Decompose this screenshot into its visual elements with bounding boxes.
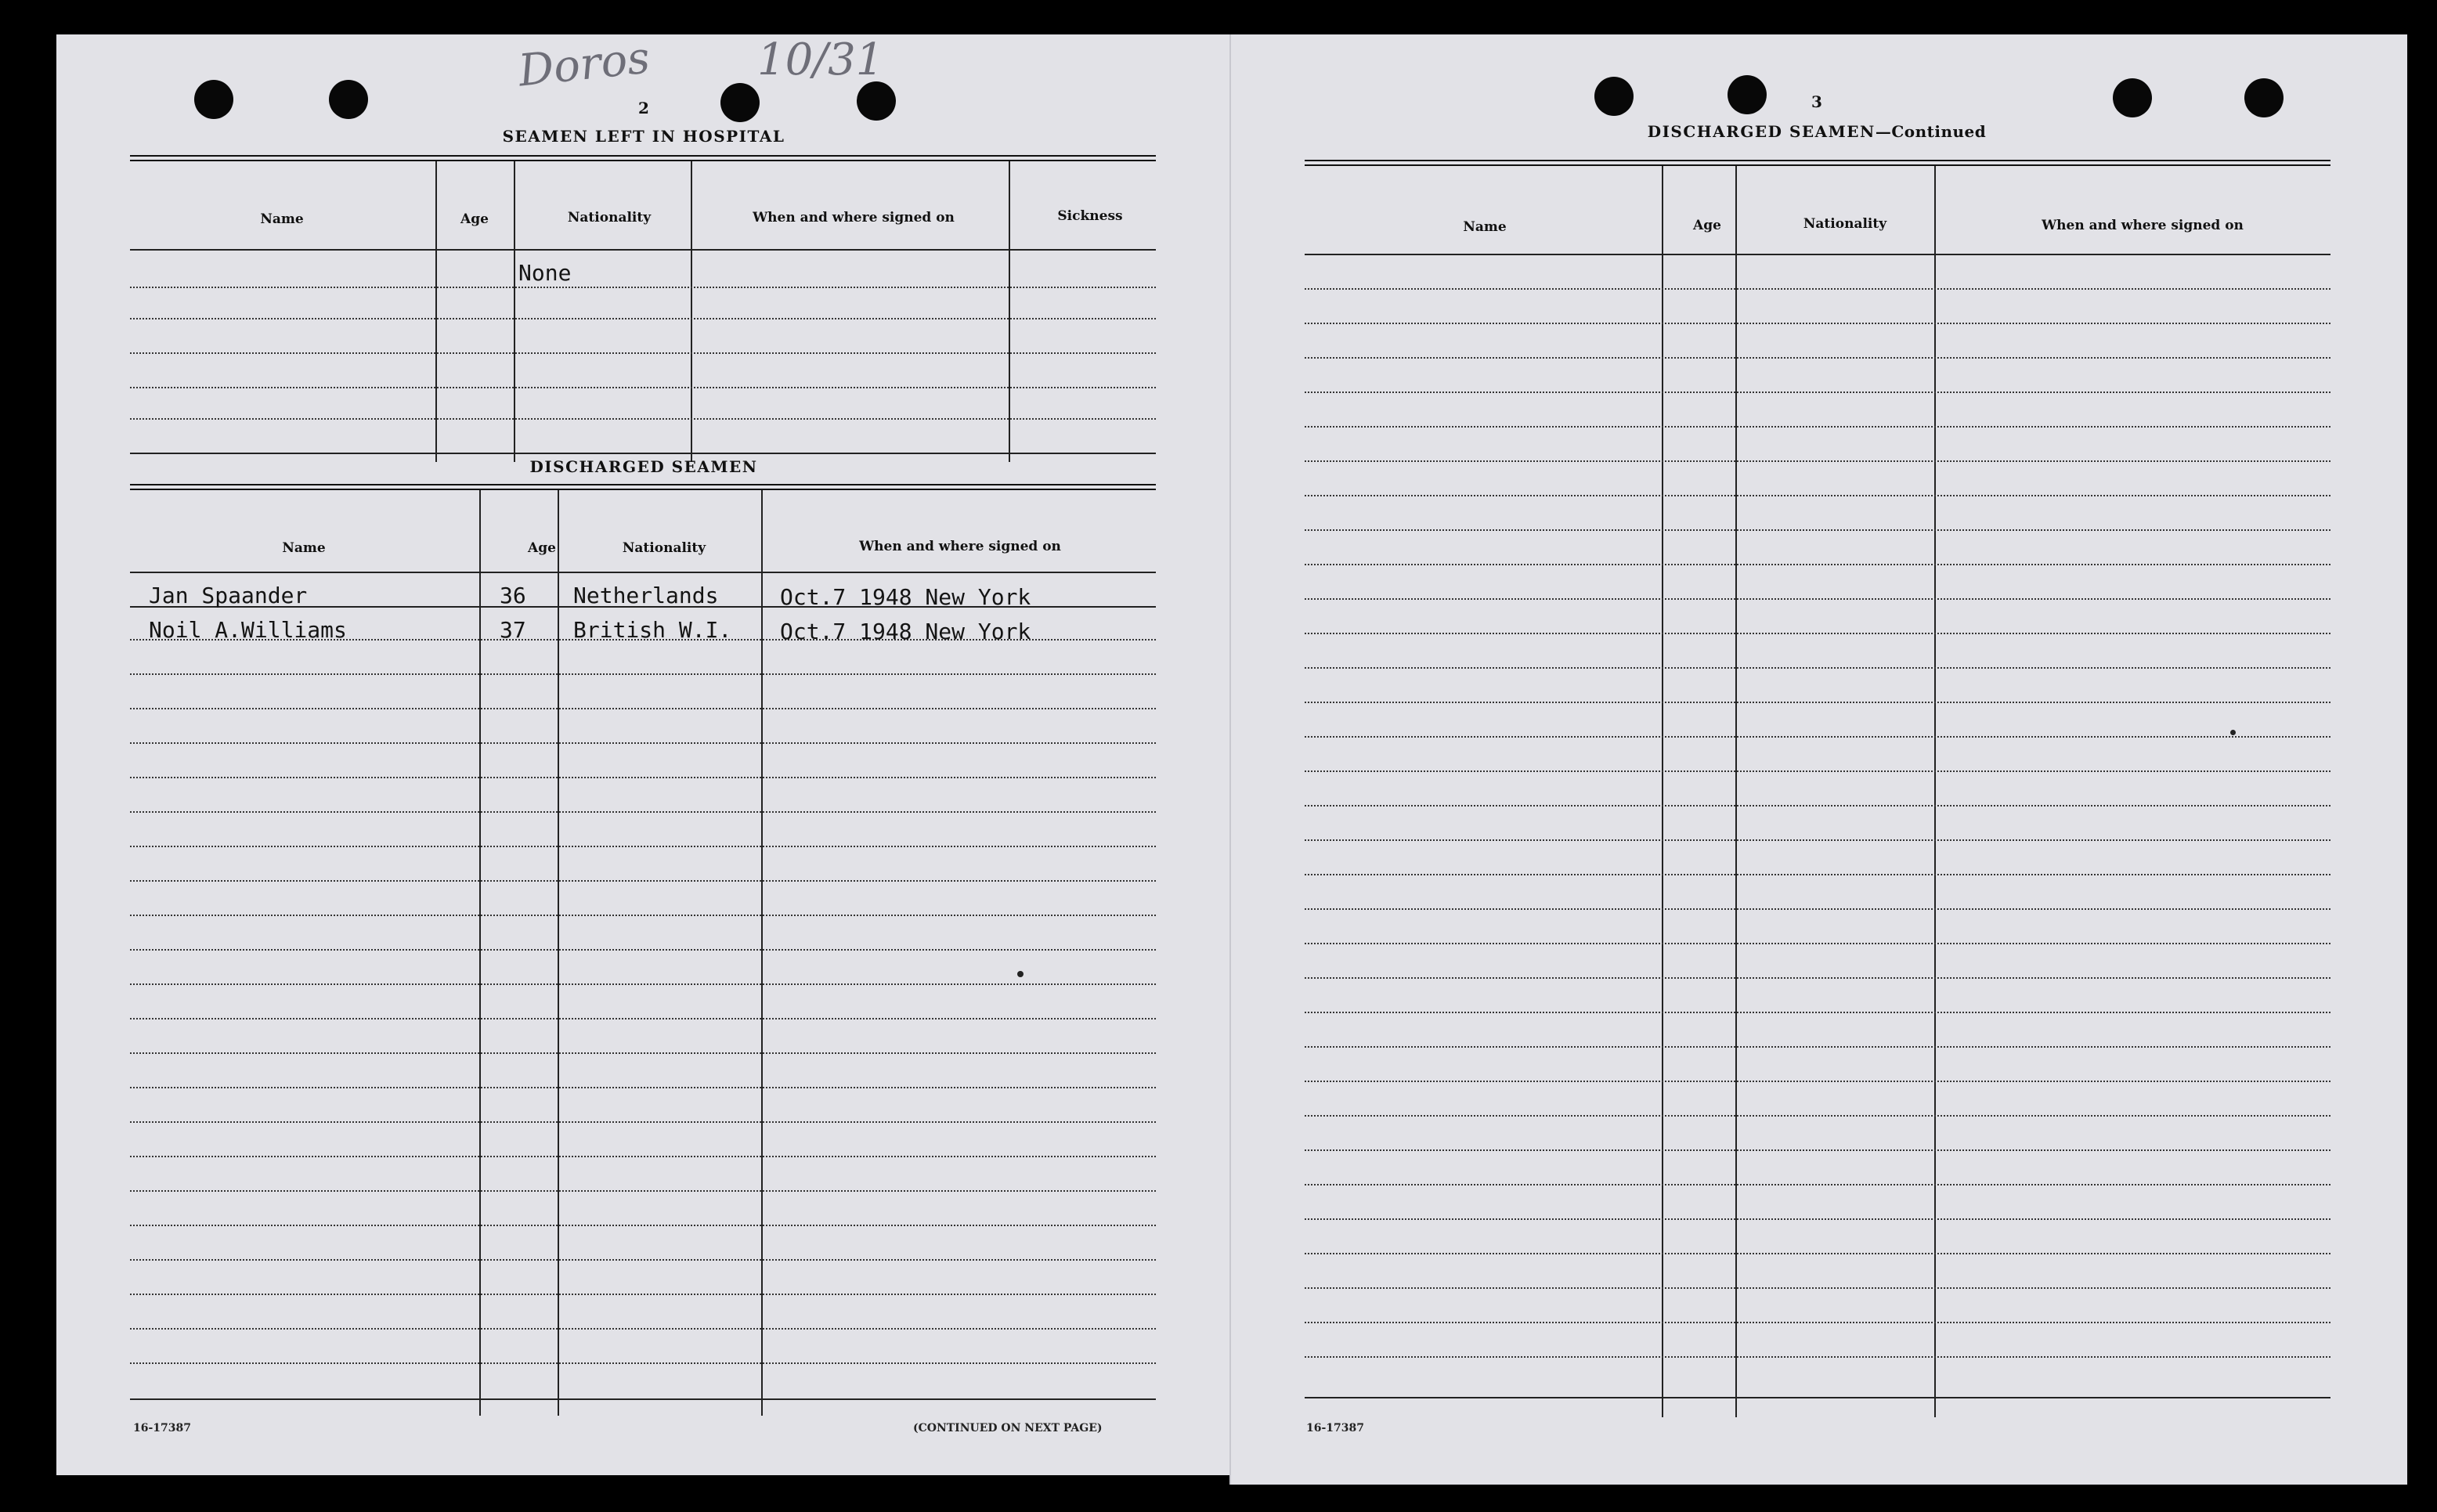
column-header-age: Age	[1693, 218, 1721, 233]
header-rule	[1305, 160, 2330, 161]
column-header-nationality: Nationality	[622, 540, 706, 556]
seaman-nationality: Netherlands	[573, 583, 719, 608]
column-header-nationality: Nationality	[1803, 216, 1887, 232]
seaman-name: Noil A.Williams	[149, 617, 347, 643]
header-rule	[130, 484, 1156, 485]
punch-hole	[720, 83, 760, 122]
form-number: 16-17387	[1306, 1422, 1364, 1434]
discharged-continued-table	[1305, 166, 2330, 1417]
seaman-age: 37	[500, 617, 526, 643]
punch-hole	[194, 80, 233, 119]
title-suffix: —Continued	[1875, 122, 1987, 141]
discharged-section-title: DISCHARGED SEAMEN	[529, 457, 758, 476]
hospital-entry: None	[518, 260, 572, 286]
punch-hole	[2244, 78, 2284, 117]
column-header-signed-on: When and where signed on	[753, 210, 955, 226]
seaman-signed-on: Oct.7 1948 New York	[780, 619, 1031, 644]
ink-speck	[1017, 971, 1024, 977]
column-header-age: Age	[528, 540, 556, 556]
column-header-signed-on: When and where signed on	[2042, 218, 2244, 233]
hospital-table	[130, 161, 1156, 462]
column-header-name: Name	[260, 211, 304, 227]
column-header-name: Name	[282, 540, 326, 556]
seaman-name: Jan Spaander	[149, 583, 308, 608]
seaman-signed-on: Oct.7 1948 New York	[780, 584, 1031, 610]
column-header-age: Age	[460, 211, 489, 227]
punch-hole	[2113, 78, 2152, 117]
title-text: DISCHARGED SEAMEN	[1647, 122, 1876, 141]
punch-hole	[857, 81, 896, 121]
column-header-signed-on: When and where signed on	[859, 539, 1061, 554]
discharged-continued-title	[1648, 122, 1987, 141]
page-number: 2	[638, 99, 649, 117]
continued-note: (CONTINUED ON NEXT PAGE)	[913, 1422, 1103, 1434]
handwritten-date: 10/31	[757, 34, 884, 85]
ink-speck	[2230, 730, 2236, 735]
column-header-nationality: Nationality	[567, 210, 652, 226]
seaman-nationality: British W.I.	[573, 617, 732, 643]
right-page	[1229, 34, 2407, 1485]
left-page	[56, 34, 1229, 1475]
punch-hole	[1594, 77, 1634, 116]
hospital-section-title: SEAMEN LEFT IN HOSPITAL	[502, 127, 785, 146]
column-header-name: Name	[1463, 219, 1507, 235]
header-rule	[130, 155, 1156, 157]
discharged-table	[130, 490, 1156, 1416]
handwritten-annotation: Doros	[516, 32, 652, 97]
column-header-sickness: Sickness	[1057, 208, 1123, 224]
punch-hole	[1728, 75, 1767, 114]
punch-hole	[329, 80, 368, 119]
seaman-age: 36	[500, 583, 526, 608]
page-number: 3	[1811, 92, 1822, 111]
form-number: 16-17387	[133, 1422, 191, 1434]
